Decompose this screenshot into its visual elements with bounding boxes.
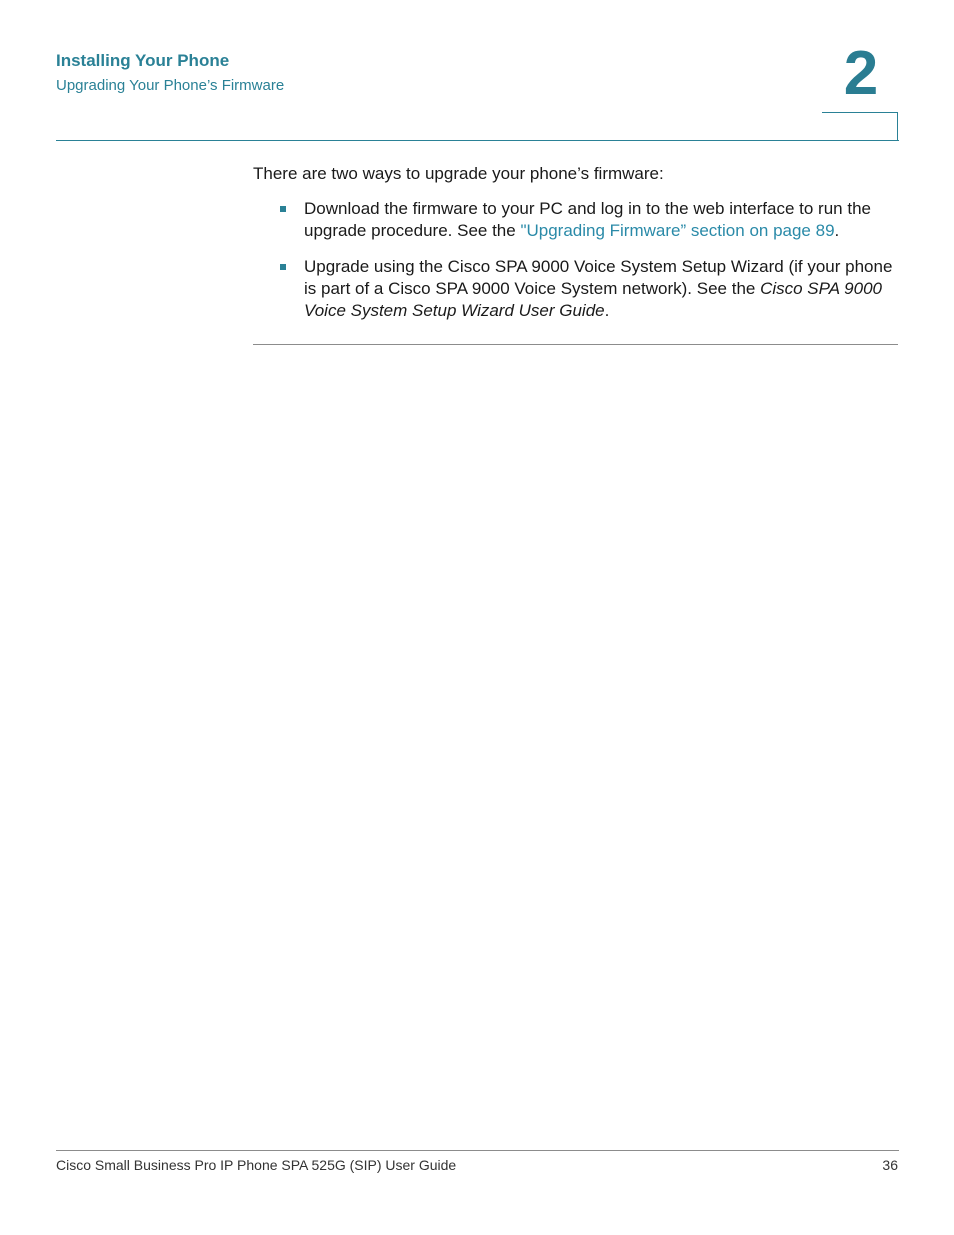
intro-paragraph: There are two ways to upgrade your phone’s firmware: — [253, 164, 664, 183]
bullet-text: Upgrade using the Cisco SPA 9000 Voice System Setup Wizard (if your phone is part of a Cisco SPA 9000 Voice System network). See the — [304, 257, 893, 298]
bullet-text-end: . — [834, 221, 840, 240]
page-number: 36 — [882, 1157, 898, 1173]
bullet-text: Download the firmware to your PC and log in to the web interface to run the upgrade procedure. See the — [304, 199, 871, 240]
list-item — [253, 256, 898, 322]
square-bullet-icon — [280, 206, 286, 212]
chapter-number: 2 — [843, 39, 879, 108]
cross-reference-link[interactable]: "Upgrading Firmware” section on page 89 — [520, 221, 835, 240]
section-title: Upgrading Your Phone’s Firmware — [56, 77, 285, 94]
section-end-divider — [253, 344, 898, 345]
footer-divider — [56, 1150, 899, 1151]
chapter-number-box — [822, 112, 898, 140]
list-item — [253, 198, 898, 242]
chapter-title: Installing Your Phone — [56, 51, 230, 70]
bullet-list — [253, 198, 898, 336]
footer-guide-title: Cisco Small Business Pro IP Phone SPA 525G (SIP) User Guide — [56, 1157, 457, 1173]
book-title: Cisco SPA 9000 Voice System Setup Wizard User Guide — [304, 279, 882, 320]
bullet-text-end: . — [604, 301, 610, 320]
header-divider — [56, 140, 899, 141]
square-bullet-icon — [280, 264, 286, 270]
